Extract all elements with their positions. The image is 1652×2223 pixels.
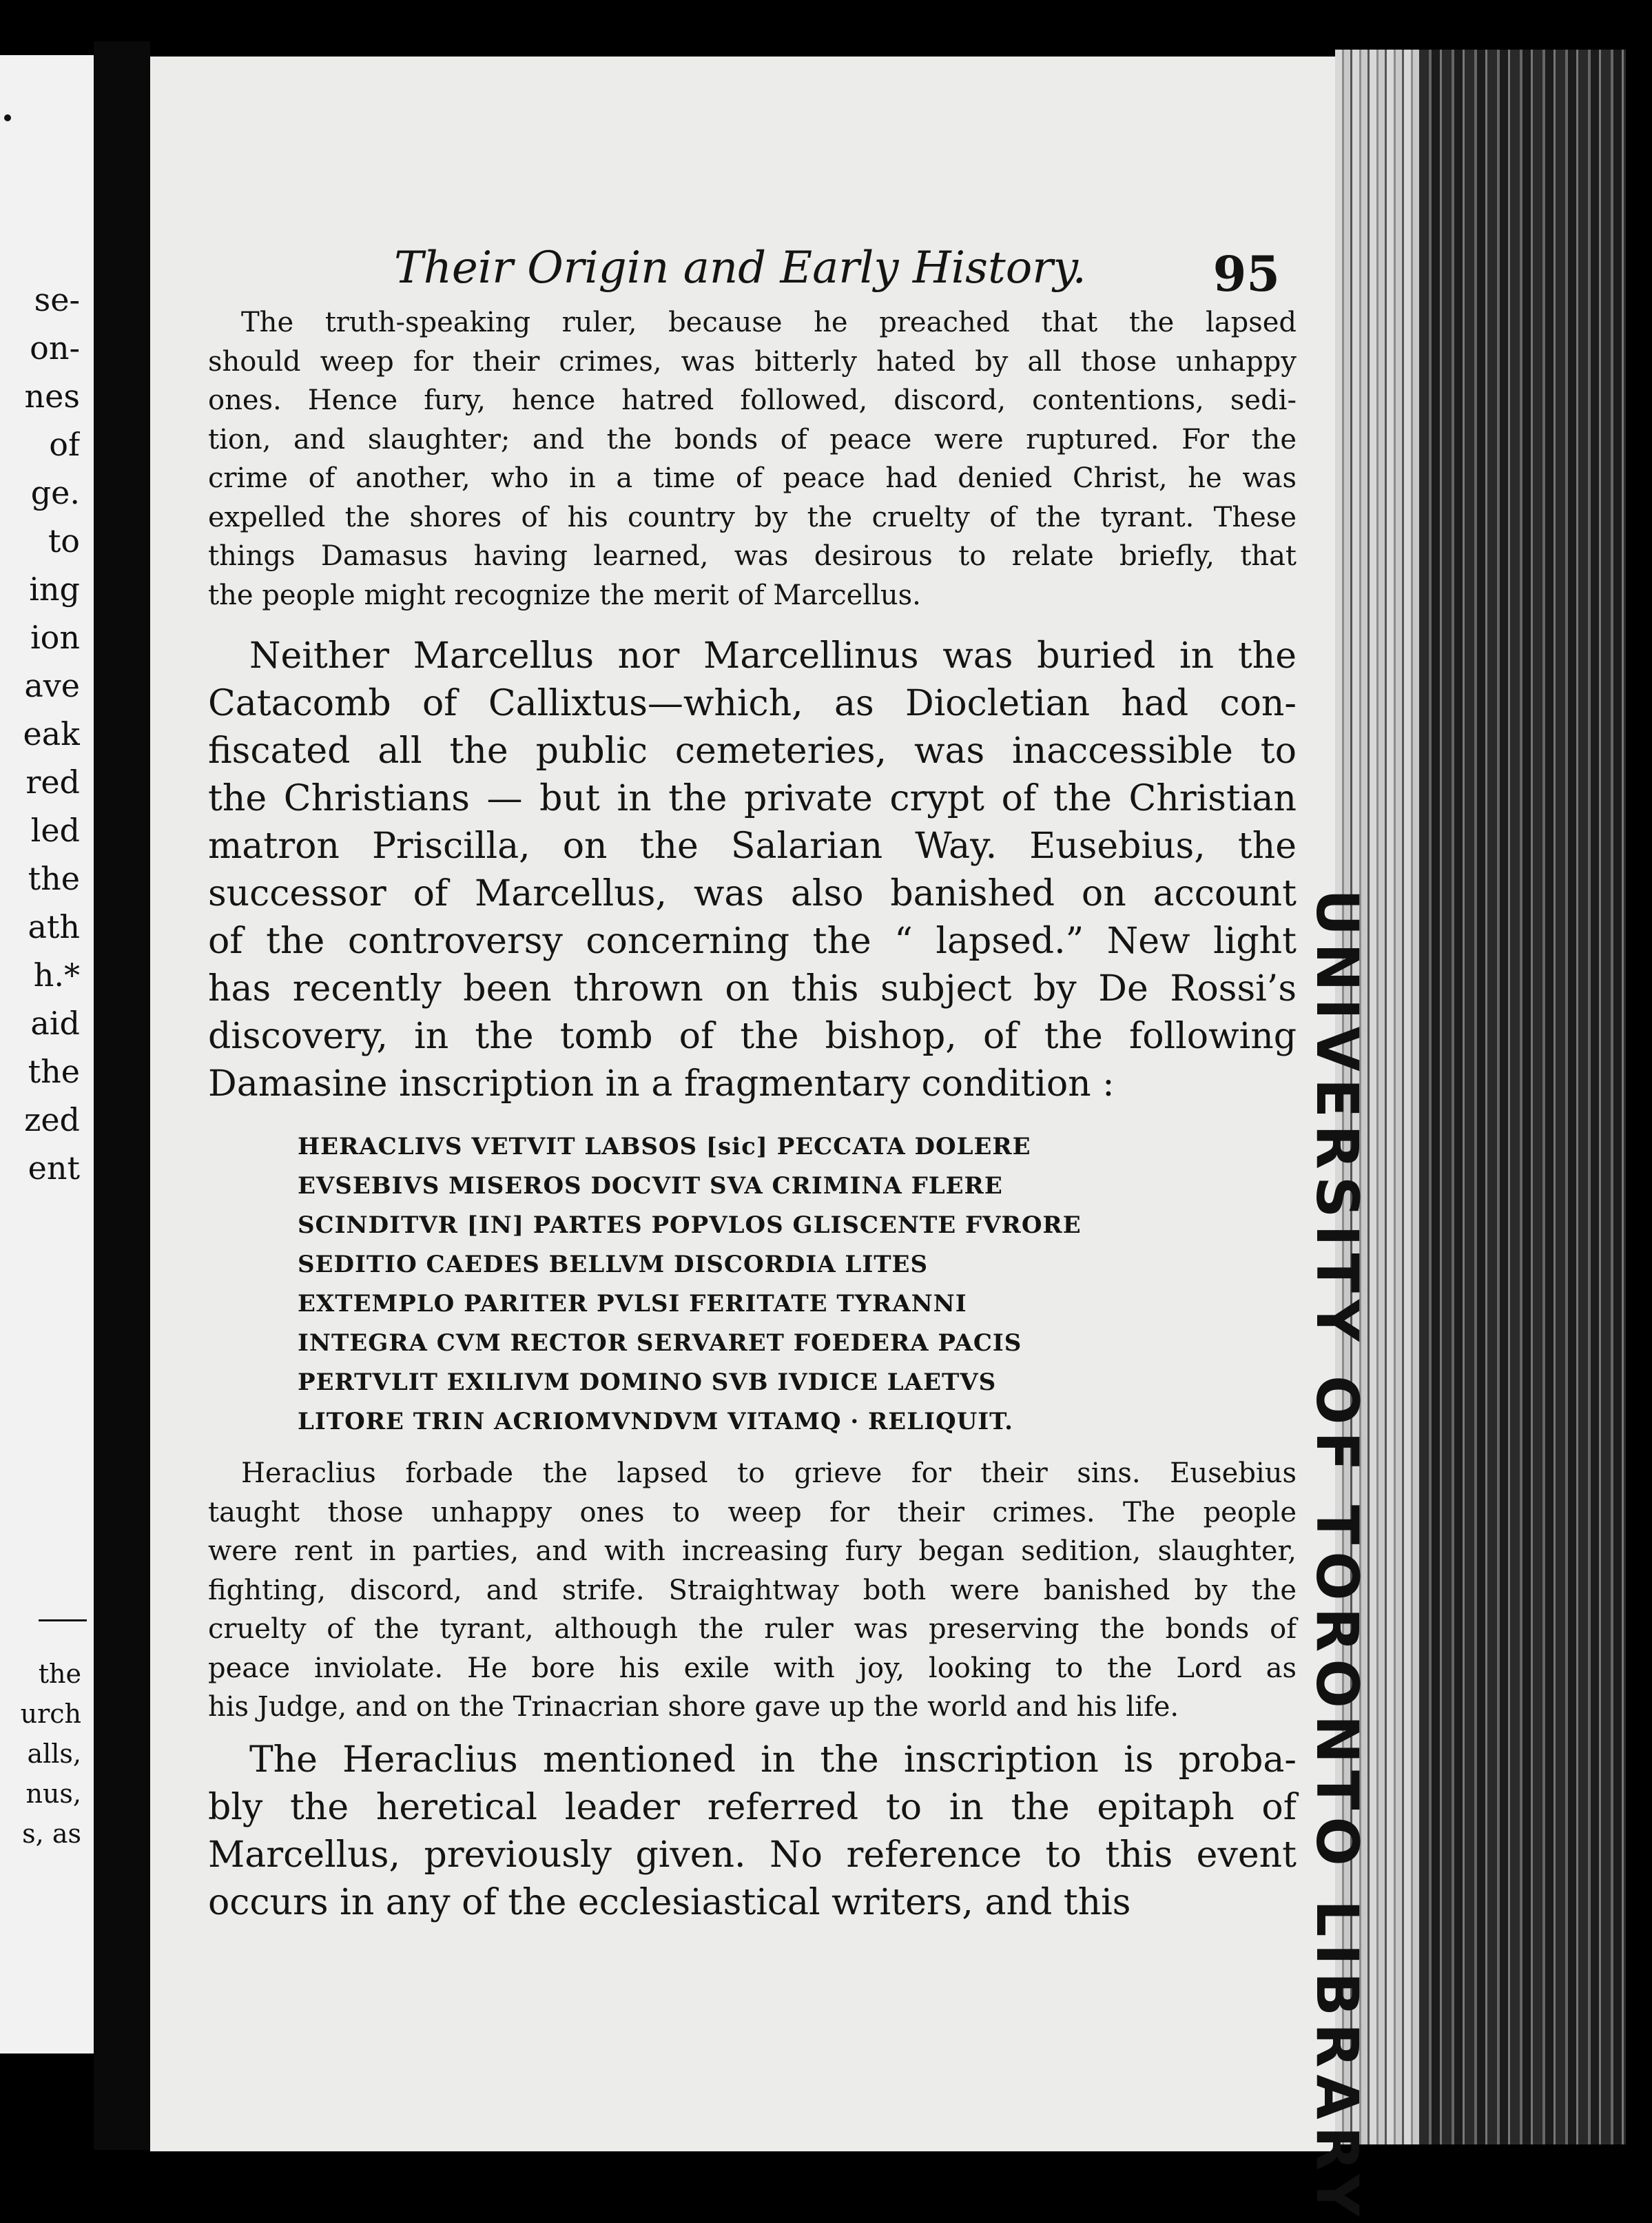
inscription-line: SCINDITVR [IN] PARTES POPVLOS GLISCENTE FVRORE (298, 1211, 1082, 1239)
page-content (208, 187, 1297, 1927)
translation-2-line: peace inviolate. He bore his exile with joy, looking to the Lord as (208, 1652, 1297, 1684)
book-page (150, 57, 1335, 2151)
paragraph-1-line: fiscated all the public cemeteries, was inaccessible to (208, 730, 1297, 772)
inscription-line: EVSEBIVS MISEROS DOCVIT SVA CRIMINA FLERE (298, 1172, 1003, 1200)
facing-page-footnote-fragment: nus, (25, 1779, 81, 1809)
paragraph-2-line: occurs in any of the ecclesiastical writers, and this (208, 1881, 1131, 1923)
facing-page-fragment: ion (30, 619, 80, 656)
paragraph-1-line: has recently been thrown on this subject by De Rossi’s (208, 968, 1297, 1010)
inscription-line: PERTVLIT EXILIVM DOMINO SVB IVDICE LAETVS (298, 1369, 997, 1396)
facing-page-fragment: h.* (33, 956, 80, 994)
facing-page-fragment: led (30, 812, 80, 849)
translation-2-line: his Judge, and on the Trinacrian shore gave up the world and his life. (208, 1691, 1179, 1723)
paragraph-1-line: Damasine inscription in a fragmentary condition : (208, 1063, 1115, 1105)
page-number: 95 (1212, 245, 1280, 303)
translation-block-1 (208, 303, 1297, 615)
translation-2-line: fighting, discord, and strife. Straightway both were banished by the (208, 1574, 1297, 1606)
paragraph-1-line: Catacomb of Callixtus—which, as Diocletian had con- (208, 683, 1297, 724)
facing-page-footnote (6, 1654, 81, 1854)
body-paragraph-2 (208, 1737, 1297, 1927)
facing-page-fragment: nes (24, 378, 80, 415)
library-stamp: UNIVERSITY OF TORONTO LIBRARY (1303, 889, 1371, 2223)
translation-1-line: crime of another, who in a time of peace had denied Christ, he was (208, 462, 1297, 494)
translation-1-line: should weep for their crimes, was bitterly hated by all those unhappy (208, 345, 1297, 378)
facing-page-fragment: aid (30, 1005, 80, 1042)
translation-1-line: expelled the shores of his country by the cruelty of the tyrant. These (208, 501, 1297, 533)
translation-2-line: taught those unhappy ones to weep for their crimes. The people (208, 1496, 1297, 1528)
translation-1-line: The truth-speaking ruler, because he preached that the lapsed (241, 307, 1297, 338)
body-paragraph-1 (208, 633, 1297, 1108)
facing-page-fragment: of (49, 426, 80, 463)
facing-page-fragment: red (25, 764, 80, 801)
facing-page-fragment: se- (34, 281, 80, 318)
page-edges-dark (1419, 50, 1626, 2144)
facing-page-fragment: ave (24, 667, 80, 704)
facing-page (0, 55, 94, 2053)
translation-2-line: Heraclius forbade the lapsed to grieve for their sins. Eusebius (241, 1457, 1297, 1489)
paragraph-1-line: Neither Marcellus nor Marcellinus was buried in the (249, 635, 1297, 677)
running-title: Their Origin and Early History. (394, 243, 1086, 294)
paragraph-1-line: of the controversy concerning the “ lapsed.” New light (208, 921, 1297, 962)
paragraph-2-line: Marcellus, previously given. No reference to this event (208, 1834, 1297, 1876)
facing-page-fragment: ent (28, 1149, 80, 1187)
facing-page-footnote-fragment: the (38, 1659, 81, 1689)
translation-1-line: things Damasus having learned, was desirous to relate briefly, that (208, 540, 1297, 572)
facing-page-footnote-fragment: s, as (22, 1819, 81, 1849)
book-gutter (94, 41, 150, 2150)
translation-1-line: tion, and slaughter; and the bonds of peace were ruptured. For the (208, 423, 1297, 455)
paragraph-1-line: the Christians — but in the private crypt of the Christian (208, 778, 1297, 819)
translation-block-2 (208, 1454, 1297, 1727)
paragraph-1-line: successor of Marcellus, was also banished on account (208, 873, 1297, 914)
inscription-line: SEDITIO CAEDES BELLVM DISCORDIA LITES (298, 1251, 929, 1278)
paragraph-1-line: discovery, in the tomb of the bishop, of the following (208, 1016, 1297, 1057)
facing-page-fragment: the (28, 1053, 80, 1090)
facing-page-fragment: the (28, 860, 80, 897)
paragraph-2-line: bly the heretical leader referred to in the epitaph of (208, 1786, 1297, 1828)
translation-2-line: were rent in parties, and with increasing fury began sedition, slaughter, (208, 1535, 1297, 1567)
facing-page-fragment: ge. (30, 474, 80, 511)
page-header (208, 187, 1297, 303)
footnote-rule (39, 1619, 87, 1621)
facing-page-fragment: ing (29, 571, 80, 608)
facing-page-footnote-fragment: alls, (27, 1739, 81, 1769)
facing-page-fragment: eak (23, 715, 80, 752)
inscription-line: INTEGRA CVM RECTOR SERVARET FOEDERA PACIS (298, 1329, 1022, 1357)
ink-dot (4, 114, 11, 121)
translation-1-line: ones. Hence fury, hence hatred followed, discord, contentions, sedi- (208, 385, 1297, 416)
translation-2-line: cruelty of the tyrant, although the ruler was preserving the bonds of (208, 1613, 1297, 1645)
facing-page-fragment: to (48, 522, 80, 560)
facing-page-fragment: on- (30, 329, 80, 367)
translation-1-line: the people might recognize the merit of Marcellus. (208, 579, 921, 611)
facing-page-text (0, 276, 80, 1192)
latin-inscription (298, 1127, 1297, 1442)
facing-page-footnote-fragment: urch (20, 1699, 81, 1729)
inscription-line: LITORE TRIN ACRIOMVNDVM VITAMQ · RELIQUIT. (298, 1408, 1013, 1435)
paragraph-2-line: The Heraclius mentioned in the inscription is proba- (249, 1739, 1297, 1781)
inscription-line: HERACLIVS VETVIT LABSOS [sic] PECCATA DOLERE (298, 1133, 1031, 1160)
facing-page-fragment: zed (24, 1101, 80, 1138)
facing-page-fragment: ath (28, 908, 80, 945)
paragraph-1-line: matron Priscilla, on the Salarian Way. Eusebius, the (208, 826, 1297, 867)
inscription-line: EXTEMPLO PARITER PVLSI FERITATE TYRANNI (298, 1290, 967, 1318)
